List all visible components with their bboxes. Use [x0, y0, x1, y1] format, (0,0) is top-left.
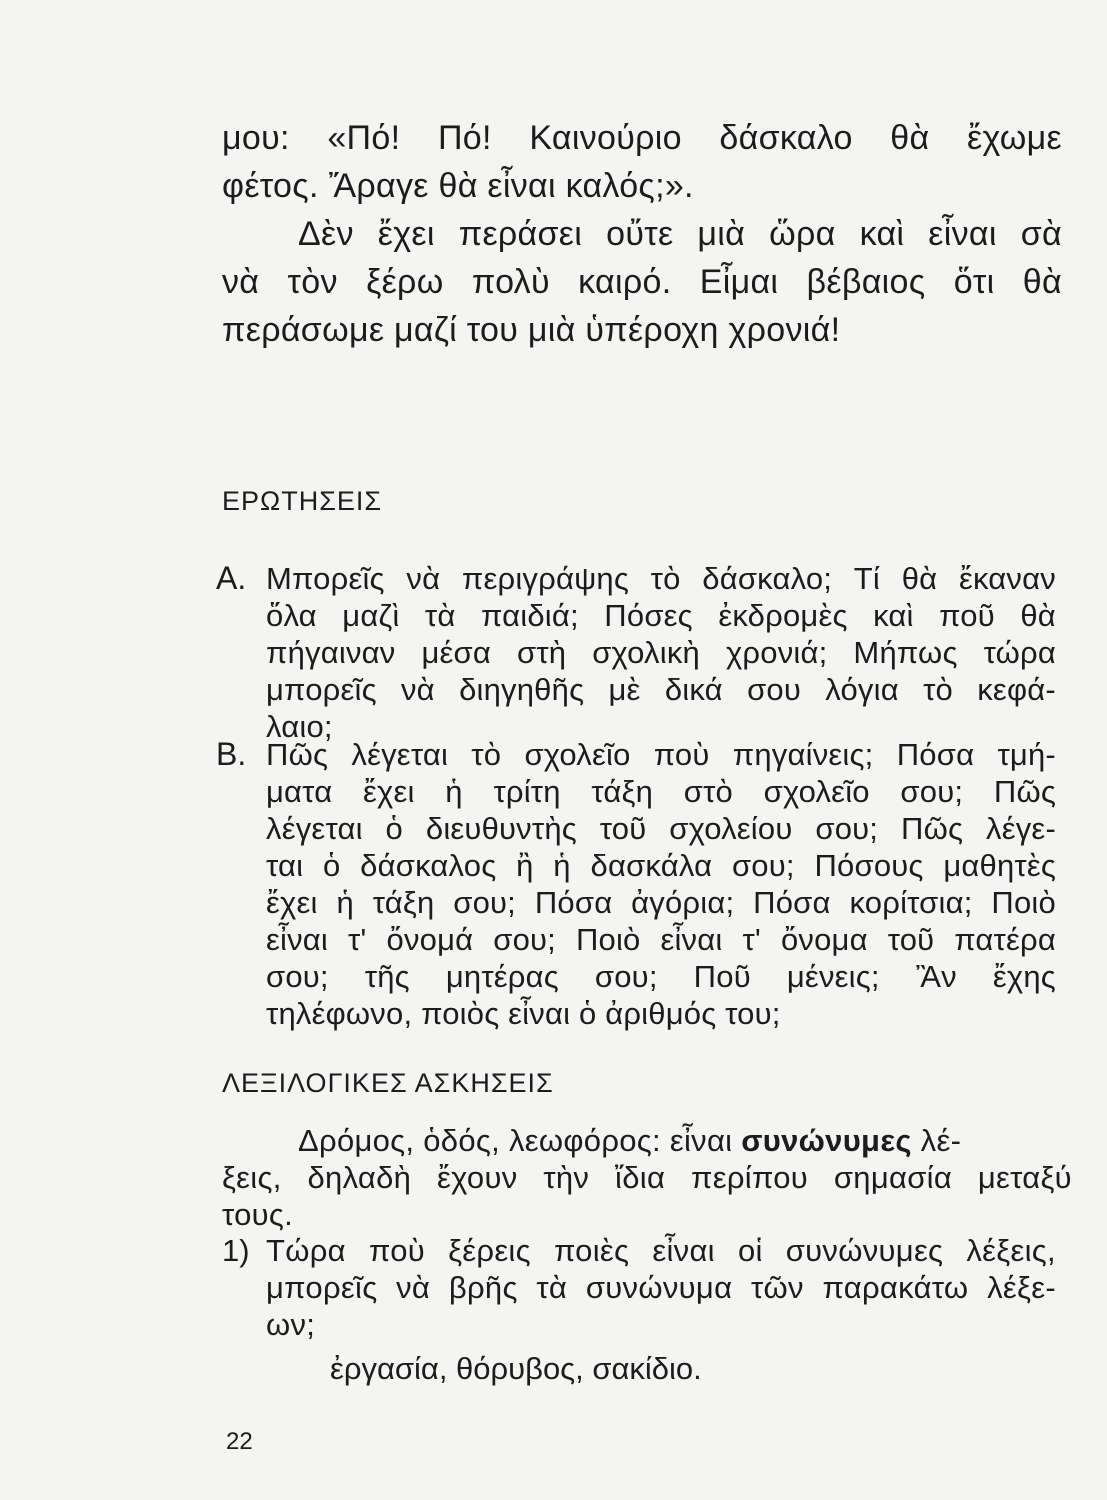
word: λόγια: [825, 672, 899, 707]
question-line: [266, 810, 1056, 847]
word: βρῆς: [448, 1270, 518, 1305]
definition-line: [222, 1122, 1072, 1159]
word: πήγαιναν: [266, 635, 396, 670]
word: εἶναι: [928, 215, 997, 253]
word: σου;: [453, 885, 516, 920]
word: δάσκαλο;: [702, 561, 833, 596]
word: ὁ: [322, 848, 341, 883]
word: τοῦ: [887, 922, 935, 957]
word: μπορεῖς: [266, 672, 377, 707]
intro-line: [222, 114, 1062, 162]
word: τρίτη: [493, 774, 561, 809]
word: Τώρα: [266, 1233, 346, 1268]
question-line: τηλέφωνο, ποιὸς εἶναι ὁ ἀριθμός του;: [266, 996, 781, 1031]
question-line: [266, 773, 1056, 810]
exercise-line: ων;: [266, 1307, 316, 1342]
word: Πῶς: [901, 811, 964, 846]
exercise-marker: 1): [222, 1233, 250, 1268]
lexical-heading: ΛΕΞΙΛΟΓΙΚΕΣ ΑΣΚΗΣΕΙΣ: [222, 1068, 554, 1098]
word: καιρό.: [578, 263, 672, 301]
word: τῆς: [364, 959, 410, 994]
word: ἔχει: [377, 215, 435, 253]
word: ματα: [266, 774, 333, 809]
word: Ἂν: [915, 959, 957, 994]
word: ὄνομά: [386, 922, 474, 957]
word: διευθυντὴς: [425, 811, 577, 846]
question-line: [266, 671, 1056, 708]
word: δάσκαλο: [719, 119, 853, 157]
word: εἶναι: [266, 922, 329, 957]
word: σου;: [266, 959, 329, 994]
word: παιδιά;: [480, 598, 579, 633]
word: τάξη: [372, 885, 435, 920]
word: σχολείου: [669, 811, 793, 846]
word: κεφά-: [977, 672, 1056, 707]
exercise-words: ἐργασία, θόρυβος, σακίδιο.: [330, 1351, 702, 1386]
word: μαζὶ: [342, 598, 400, 633]
word: ἴδια: [615, 1160, 666, 1195]
question-line: [266, 847, 1056, 884]
word: σου;: [731, 848, 795, 883]
word: θὰ: [890, 119, 930, 157]
word: τὰ: [424, 598, 456, 633]
word: ποῦ: [939, 598, 995, 633]
word: συνώνυμα: [585, 1270, 733, 1305]
word: περάσει: [458, 215, 583, 253]
word: κορίτσια;: [849, 885, 973, 920]
word: βέβαιος: [806, 263, 926, 301]
word: ἔχει: [363, 774, 415, 809]
word: Πόσες: [604, 598, 693, 633]
intro-line: [222, 258, 1062, 306]
question-marker: Β.: [216, 736, 247, 772]
word: ἔχει: [266, 885, 318, 920]
word: μαθητὲς: [943, 848, 1056, 883]
word: τώρα: [983, 635, 1056, 670]
word: σημασία: [833, 1160, 953, 1195]
word: εἶναι: [652, 1233, 715, 1268]
word: ὄνομα: [780, 922, 868, 957]
word: Πόσους: [814, 848, 924, 883]
word: Δὲν: [298, 215, 354, 253]
word: λέγεται: [351, 737, 449, 772]
word: ἔχης: [992, 959, 1056, 994]
word: νὰ: [400, 672, 435, 707]
word: νὰ: [396, 1270, 431, 1305]
word: μέσα: [421, 635, 491, 670]
word: χρονιά;: [725, 635, 828, 670]
word: τῶν: [750, 1270, 804, 1305]
definition-line: τους.: [222, 1197, 294, 1232]
word: ποὺ: [653, 737, 710, 772]
exercise-line: [266, 1269, 1056, 1306]
questions-heading: ΕΡΩΤΗΣΕΙΣ: [222, 486, 383, 516]
question-line: [266, 921, 1056, 958]
word: σου;: [900, 774, 964, 809]
word: τμή-: [997, 737, 1056, 772]
word: οὔτε: [606, 215, 674, 253]
exercise-1: [222, 1232, 1072, 1352]
word: δάσκαλος: [360, 848, 497, 883]
word: ἔχουν: [437, 1160, 518, 1195]
question-line: [266, 736, 1056, 773]
word: σχολικὴ: [592, 635, 700, 670]
word: Εἶμαι: [699, 263, 779, 301]
word: ξεις,: [222, 1160, 282, 1195]
word: Μήπως: [853, 635, 958, 670]
word: Τί: [853, 561, 881, 596]
word: ἡ: [553, 848, 571, 883]
question-body: [266, 560, 1056, 745]
word: τὴν: [543, 1160, 590, 1195]
word: πολὺ: [471, 263, 550, 301]
word: Πόσα: [896, 737, 975, 772]
word: νὰ: [406, 561, 441, 596]
word: τὰ: [536, 1270, 568, 1305]
word: Καινούριο: [529, 119, 682, 157]
question-marker: Α.: [216, 560, 247, 596]
definition-line: [222, 1159, 1072, 1196]
word: στὸ: [683, 774, 733, 809]
word: θὰ: [901, 561, 938, 596]
question-b: [216, 736, 1072, 1036]
word: πηγαίνεις;: [732, 737, 874, 772]
word: θὰ: [1022, 263, 1062, 301]
exercise-body: [266, 1232, 1056, 1343]
word: Ποῦ: [693, 959, 751, 994]
word: παρακάτω: [822, 1270, 969, 1305]
word: ποιὲς: [553, 1233, 630, 1268]
word: ἡ: [445, 774, 463, 809]
word: τὸ: [650, 561, 681, 596]
word: σου;: [594, 959, 658, 994]
word: ἢ: [516, 848, 534, 883]
word: λέγε-: [986, 811, 1056, 846]
word: τὸν: [287, 263, 338, 301]
word: ἔκαναν: [958, 561, 1056, 596]
word: σου;: [815, 811, 879, 846]
word: ὥρα: [769, 215, 836, 253]
word: ἡ: [336, 885, 354, 920]
word: Μπορεῖς: [266, 561, 385, 596]
intro-line: φέτος. Ἄραγε θὰ εἶναι καλός;».: [222, 167, 694, 205]
question-line: λαιο;: [266, 709, 333, 744]
word: λέξεις,: [966, 1233, 1056, 1268]
question-line: [266, 884, 1056, 921]
word: μένεις;: [786, 959, 880, 994]
word: τάξη: [591, 774, 654, 809]
word: ξέρω: [366, 263, 444, 301]
word: θὰ: [1020, 598, 1056, 633]
word: ποὺ: [368, 1233, 426, 1268]
word: ται: [266, 848, 304, 883]
word: Πόσα: [753, 885, 831, 920]
word: δηλαδὴ: [307, 1160, 412, 1195]
word: τ': [347, 922, 367, 957]
word: δασκάλα: [590, 848, 713, 883]
word: ἔχωμε: [967, 119, 1062, 157]
word: τὸ: [471, 737, 502, 772]
question-line: [266, 634, 1056, 671]
word: καὶ: [859, 215, 905, 253]
word: μεταξύ: [977, 1160, 1072, 1195]
word: μου:: [222, 119, 290, 157]
word: ἐκδρομὲς: [718, 598, 848, 633]
word: σὰ: [1020, 215, 1062, 253]
definition-text: λέ-: [911, 1123, 962, 1158]
word: σχολεῖο: [763, 774, 870, 809]
word: Πόσα: [534, 885, 613, 920]
word: διηγηθῆς: [459, 672, 585, 707]
intro-line: [222, 210, 1062, 258]
word: σχολεῖο: [524, 737, 631, 772]
definition-term: συνώνυμες: [741, 1123, 912, 1158]
word: νὰ: [222, 263, 260, 301]
word: σου;: [493, 922, 556, 957]
word: ὁ: [385, 811, 403, 846]
question-line: [266, 560, 1056, 597]
page-number: 22: [226, 1428, 253, 1455]
word: Πῶς: [266, 737, 329, 772]
word: λέγεται: [266, 811, 363, 846]
word: στὴ: [516, 635, 567, 670]
word: Πό!: [437, 119, 492, 157]
word: ἀγόρια;: [631, 885, 735, 920]
question-a: [216, 560, 1072, 750]
word: τὸ: [923, 672, 953, 707]
word: μὲ: [608, 672, 641, 707]
word: δικά: [664, 672, 723, 707]
word: «Πό!: [327, 119, 401, 157]
word: καὶ: [873, 598, 914, 633]
word: ξέρεις: [448, 1233, 531, 1268]
word: τ': [742, 922, 762, 957]
word: οἱ: [737, 1233, 763, 1268]
word: μπορεῖς: [266, 1270, 378, 1305]
exercise-line: [266, 1232, 1056, 1269]
word: σου: [747, 672, 801, 707]
word: περίπου: [691, 1160, 809, 1195]
word: Πῶς: [993, 774, 1056, 809]
question-line: [266, 597, 1056, 634]
word: πατέρα: [954, 922, 1056, 957]
lexical-definition: [222, 1122, 1072, 1233]
word: μιὰ: [697, 215, 746, 253]
word: λέξε-: [987, 1270, 1056, 1305]
definition-text: Δρόμος, ὁδός, λεωφόρος: εἶναι: [298, 1123, 742, 1158]
word: περιγράψης: [461, 561, 629, 596]
word: Ποιὸ: [991, 885, 1056, 920]
question-line: [266, 958, 1056, 995]
word: εἶναι: [660, 922, 723, 957]
question-body: [266, 736, 1056, 1032]
intro-paragraph: [222, 114, 1062, 354]
word: τοῦ: [599, 811, 647, 846]
word: ὅτι: [953, 263, 995, 301]
word: Ποιὸ: [575, 922, 641, 957]
intro-line: περάσωμε μαζί του μιὰ ὑπέροχη χρονιά!: [222, 311, 841, 349]
word: ὅλα: [266, 598, 317, 633]
word: συνώνυμες: [785, 1233, 944, 1268]
word: μητέρας: [445, 959, 559, 994]
